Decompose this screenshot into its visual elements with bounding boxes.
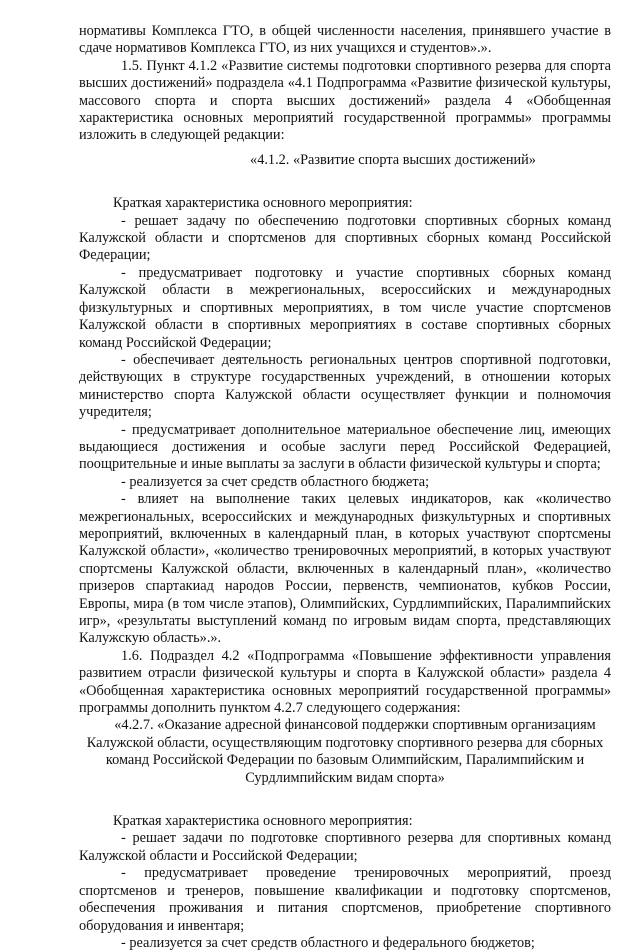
list-item: - реализуется за счет средств областного бюджета; [121, 473, 430, 490]
brief-label-2: Краткая характеристика основного мероприятия: [113, 813, 413, 830]
heading-4-2-7-line: команд Российской Федерации по базовым Олимпийским, Паралимпийским и [105, 752, 585, 769]
list-item: - предусматривает подготовку и участие спортивных сборных команд Калужской области в межрегиональных, всероссийских и международных физкультурных и спортивных мероприятиях, в том числе участие спортсменов Калужской области в спортивных мероприятиях в составе спортивных сборных команд Российской Федерации; [79, 264, 611, 351]
list-item: - влияет на выполнение таких целевых индикаторов, как «количество межрегиональных, всероссийских и международных физкультурных и спортивных мероприятий, включенных в календарный план, в которых участвуют спортсмены Калужской области», «количество тренировочных мероприятий, в которых участвуют спортсмены Калужской области, включенных в календарный план», «количество призеров спартакиад народов России, первенств, чемпионатов, кубков России, Европы, мира (в том числе этапов), Олимпийских, Сурдлимпийских, Паралимпийских игр», «результаты выступлений команд по игровым видам спорта, представляющих Калужскую область».». [79, 491, 611, 647]
list-item: - предусматривает проведение тренировочных мероприятий, проезд спортсменов и тренеров, повышение квалификации и подготовку спортсменов, обеспечения проживания и питания спортсменов, приобретение спортивного оборудования и инвентаря; [79, 865, 611, 934]
heading-4-2-7 [79, 717, 611, 787]
paragraph-intro: нормативы Комплекса ГТО, в общей численности населения, принявшего участие в сдаче нормативов Комплекса ГТО, из них учащихся и студентов».». [79, 23, 611, 57]
heading-4-1-2: «4.1.2. «Развитие спорта высших достижений» [250, 151, 536, 168]
document-page [79, 23, 611, 952]
paragraph-1-5: 1.5. Пункт 4.1.2 «Развитие системы подготовки спортивного резерва для спорта высших достижений» подраздела «4.1 Подпрограмма «Развитие физической культуры, массового спорта и спорта высших достижений» раздела 4 «Обобщенная характеристика основных мероприятий государственной программы» программы изложить в следующей редакции: [79, 57, 611, 144]
list-item: - предусматривает дополнительное материальное обеспечение лиц, имеющих выдающиеся достижения и особые заслуги перед Российской Федерацией, поощрительные и иные выплаты за заслуги в области физической культуры и спорта; [79, 421, 611, 473]
brief-label-1: Краткая характеристика основного мероприятия: [113, 195, 413, 212]
heading-4-2-7-line: Калужской области, осуществляющим подготовку спортивного резерва для сборных [86, 734, 604, 751]
list-item: - решает задачи по подготовке спортивного резерва для спортивных команд Калужской области и Российской Федерации; [79, 830, 611, 864]
heading-4-2-7-line: Сурдлимпийским видам спорта» [245, 769, 445, 786]
list-item: - решает задачу по обеспечению подготовки спортивных сборных команд Калужской области и спортсменов для спортивных сборных команд Российской Федерации; [79, 212, 611, 264]
paragraph-1-6: 1.6. Подраздел 4.2 «Подпрограмма «Повышение эффективности управления развитием отрасли физической культуры и спорта в Калужской области» раздела 4 «Обобщенная характеристика основных мероприятий государственной программы» программы дополнить пунктом 4.2.7 следующего содержания: [79, 647, 611, 717]
heading-4-2-7-line: «4.2.7. «Оказание адресной финансовой поддержки спортивным организациям [114, 717, 596, 734]
list-item: - реализуется за счет средств областного и федерального бюджетов; [121, 934, 535, 951]
list-item: - обеспечивает деятельность региональных центров спортивной подготовки, действующих в структуре государственных учреждений, в отношении которых министерство спорта Калужской области осуществляет функции и полномочия учредителя; [79, 351, 611, 421]
